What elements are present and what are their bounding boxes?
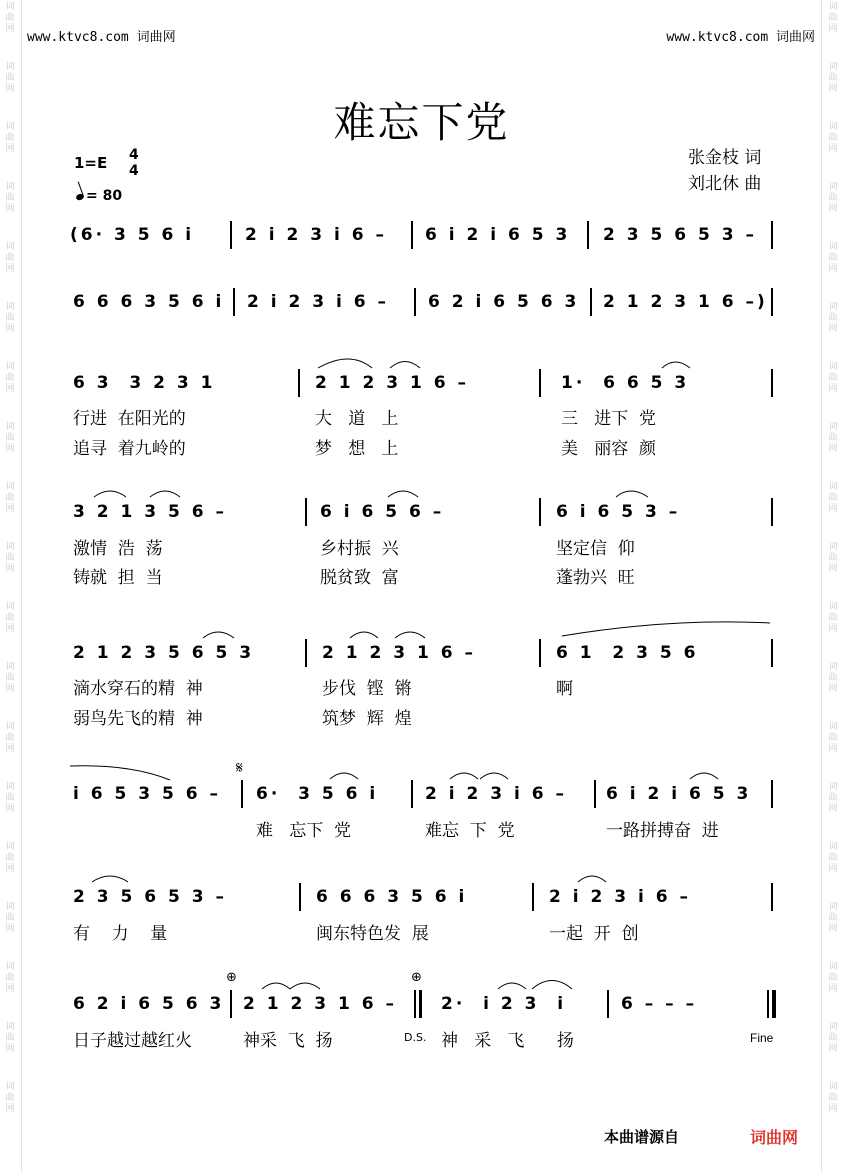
- notation-row-3: [0, 373, 843, 401]
- lyric-line: 大 道 上: [315, 409, 399, 429]
- notation-row-7: [0, 887, 843, 915]
- slur: [388, 491, 418, 497]
- watermark-text: 词 曲 网: [828, 122, 838, 154]
- slur: [92, 876, 128, 882]
- measure: 6 6 6 3 5 6 i: [316, 887, 468, 907]
- watermark-text: 词 曲 网: [5, 542, 15, 574]
- barline: [590, 288, 592, 316]
- slur: [562, 622, 770, 636]
- ds-marking: D.S.: [404, 1031, 427, 1044]
- slur: [350, 632, 378, 638]
- quarter-note-icon: [75, 193, 85, 201]
- barline: [539, 639, 541, 667]
- lyrics-row-3-verse-1: [0, 674, 843, 699]
- credits: [688, 145, 761, 197]
- barline: [771, 369, 773, 397]
- barline: [305, 498, 307, 526]
- measure: 2 i 2 3 i 6 –: [425, 784, 567, 804]
- barline: [241, 780, 243, 808]
- slur: [690, 773, 718, 779]
- watermark-text: 词 曲 网: [5, 62, 15, 94]
- watermark-text: 词 曲 网: [828, 1022, 838, 1054]
- watermark-text: 词 曲 网: [5, 842, 15, 874]
- watermark-text: 词 曲 网: [5, 242, 15, 274]
- lyric-line: 一起 开 创: [549, 924, 639, 944]
- final-barline-thick: [772, 990, 776, 1018]
- watermark-text: 词 曲 网: [5, 782, 15, 814]
- slur: [616, 491, 648, 497]
- slur: [94, 491, 126, 497]
- barline: [532, 883, 534, 911]
- repeat-barline-thick: [419, 990, 422, 1018]
- measure: 6· 3 5 6 i: [256, 784, 379, 804]
- barline: [594, 780, 596, 808]
- fine-marking: Fine: [750, 1031, 774, 1045]
- source-label: 本曲谱源自: [604, 1128, 680, 1146]
- barline: [539, 498, 541, 526]
- watermark-text: 词 曲 网: [828, 902, 838, 934]
- watermark-text: 词 曲 网: [828, 1082, 838, 1114]
- lyrics-row-4: [0, 816, 843, 841]
- lyric-line: 难忘 下 党: [425, 821, 515, 841]
- watermark-text: 词 曲 网: [828, 422, 838, 454]
- watermark-text: 词 曲 网: [5, 362, 15, 394]
- repeat-barline: [414, 990, 416, 1018]
- watermark-text: 词 曲 网: [5, 962, 15, 994]
- watermark-text: 词 曲 网: [828, 842, 838, 874]
- measure: 3 2 1 3 5 6 –: [73, 502, 227, 522]
- watermark-text: 词 曲 网: [828, 662, 838, 694]
- slur: [203, 632, 234, 638]
- measure: 2 1 2 3 5 6 5 3: [73, 643, 255, 663]
- slur: [70, 766, 170, 780]
- slur: [662, 362, 690, 368]
- slur: [262, 983, 290, 989]
- measure: 2 1 2 3 1 6 –: [243, 994, 397, 1014]
- lyricist: 张金枝 词: [688, 148, 762, 168]
- composer: 刘北休 曲: [688, 174, 762, 194]
- lyric-line: 激情 浩 荡: [73, 539, 163, 559]
- barline: [414, 288, 416, 316]
- lyric-line: 美 丽容 颜: [561, 439, 657, 459]
- final-barline: [767, 990, 769, 1018]
- barline: [299, 883, 301, 911]
- lyric-line: 日子越过越红火: [73, 1031, 192, 1051]
- lyric-line: 步伐 铿 锵: [322, 679, 412, 699]
- segno-sign: 𝄋: [236, 758, 243, 777]
- measure: 6 i 6 5 6 –: [320, 502, 445, 522]
- lyric-line: 蓬勃兴 旺: [556, 568, 635, 588]
- slur: [498, 983, 526, 989]
- coda-sign: ⊕: [226, 970, 237, 985]
- measure: 2 i 2 3 i 6 –: [549, 887, 691, 907]
- key-signature: 1=E: [74, 154, 108, 172]
- lyrics-row-1-verse-1: [0, 404, 843, 429]
- slur: [390, 362, 420, 369]
- lyric-line: 铸就 担 当: [73, 568, 163, 588]
- watermark-text: 词 曲 网: [828, 302, 838, 334]
- lyric-line: 神 采 飞 扬: [441, 1031, 574, 1051]
- lyric-line: 弱鸟先飞的精 神: [73, 709, 203, 729]
- slur: [480, 773, 508, 779]
- watermark-text: 词 曲 网: [828, 782, 838, 814]
- barline: [411, 221, 413, 249]
- barline: [411, 780, 413, 808]
- site-label-left[interactable]: www.ktvc8.com 词曲网: [27, 30, 176, 45]
- lyric-line: 乡村振 兴: [320, 539, 399, 559]
- watermark-text: 词 曲 网: [5, 722, 15, 754]
- lyric-line: 行进 在阳光的: [73, 409, 186, 429]
- slur: [318, 359, 372, 368]
- lyric-line: 神采 飞 扬: [243, 1031, 333, 1051]
- lyric-line: 难 忘下 党: [256, 821, 352, 841]
- watermark-text: 词 曲 网: [5, 1082, 15, 1114]
- coda-sign: ⊕: [411, 970, 422, 985]
- watermark-text: 词 曲 网: [5, 182, 15, 214]
- watermark-text: 词 曲 网: [828, 722, 838, 754]
- watermark-text: 词 曲 网: [5, 482, 15, 514]
- measure: 1· 6 6 5 3: [561, 373, 690, 393]
- lyric-line: 闽东特色发 展: [316, 924, 429, 944]
- tempo-value: = 80: [86, 188, 123, 204]
- watermark-text: 词 曲 网: [828, 602, 838, 634]
- notation-row-2: [0, 292, 843, 320]
- measure: (6· 3 5 6 i: [70, 225, 195, 245]
- lyric-line: 有 力 量: [73, 924, 168, 944]
- measure: 2 i 2 3 i 6 –: [245, 225, 387, 245]
- lyric-line: 三 进下 党: [561, 409, 657, 429]
- watermark-text: 词 曲 网: [828, 242, 838, 274]
- lyrics-row-2-verse-2: [0, 563, 843, 588]
- time-signature-top: 4: [129, 147, 139, 163]
- notation-row-6: [0, 784, 843, 812]
- watermark-text: 词 曲 网: [828, 2, 838, 34]
- notation-row-8: [0, 994, 843, 1022]
- barline: [771, 780, 773, 808]
- slur: [330, 773, 358, 779]
- measure: 6 2 i 6 5 6 3: [428, 292, 580, 312]
- slur: [290, 983, 320, 989]
- lyric-line: 追寻 着九岭的: [73, 439, 186, 459]
- notation-row-1: [0, 225, 843, 253]
- measure: 2 1 2 3 1 6 –: [315, 373, 469, 393]
- slur: [150, 491, 180, 497]
- lyric-line: 滴水穿石的精 神: [73, 679, 203, 699]
- watermark-text: 词 曲 网: [5, 122, 15, 154]
- barline: [771, 288, 773, 316]
- measure: 6 2 i 6 5 6 3: [73, 994, 225, 1014]
- barline: [587, 221, 589, 249]
- measure: 6 1 2 3 5 6: [556, 643, 699, 663]
- watermark-text: 词 曲 网: [5, 422, 15, 454]
- barline: [607, 990, 609, 1018]
- watermark-text: 词 曲 网: [828, 182, 838, 214]
- notation-row-4: [0, 502, 843, 530]
- lyric-line: 一路拼搏奋 进: [606, 821, 719, 841]
- barline: [771, 639, 773, 667]
- watermark-text: 词 曲 网: [5, 1022, 15, 1054]
- watermark-text: 词 曲 网: [828, 542, 838, 574]
- measure: 2 3 5 6 5 3 –: [603, 225, 757, 245]
- watermark-text: 词 曲 网: [828, 962, 838, 994]
- watermark-text: 词 曲 网: [5, 602, 15, 634]
- time-signature: [129, 147, 139, 179]
- watermark-text: 词 曲 网: [5, 902, 15, 934]
- lyric-line: 筑梦 辉 煌: [322, 709, 412, 729]
- measure: 2 3 5 6 5 3 –: [73, 887, 227, 907]
- watermark-text: 词 曲 网: [5, 2, 15, 34]
- barline: [230, 221, 232, 249]
- measure: 6 i 2 i 6 5 3: [606, 784, 752, 804]
- barline: [771, 221, 773, 249]
- lyric-line: 啊: [556, 679, 573, 699]
- slur: [532, 981, 572, 990]
- barline: [233, 288, 235, 316]
- lyrics-row-3-verse-2: [0, 704, 843, 729]
- watermark-text: 词 曲 网: [828, 62, 838, 94]
- tempo-marking: [76, 188, 122, 204]
- barline: [539, 369, 541, 397]
- measure: i 6 5 3 5 6 –: [73, 784, 221, 804]
- lyrics-row-1-verse-2: [0, 434, 843, 459]
- measure: 6 6 6 3 5 6 i: [73, 292, 225, 312]
- barline: [305, 639, 307, 667]
- lyric-line: 坚定信 仰: [556, 539, 635, 559]
- site-label-right[interactable]: www.ktvc8.com 词曲网: [666, 30, 815, 45]
- measure: 6 i 6 5 3 –: [556, 502, 681, 522]
- measure: 2· i 2 3 i: [441, 994, 567, 1014]
- barline: [298, 369, 300, 397]
- lyric-line: 脱贫致 富: [320, 568, 399, 588]
- notation-row-5: [0, 643, 843, 671]
- watermark-text: 词 曲 网: [5, 662, 15, 694]
- slur: [450, 773, 478, 779]
- time-signature-bottom: 4: [129, 163, 139, 179]
- song-title: 难忘下党: [333, 98, 510, 147]
- measure: 6 – – –: [621, 994, 698, 1014]
- barline: [771, 883, 773, 911]
- watermark-text: 词 曲 网: [828, 362, 838, 394]
- watermark-text: 词 曲 网: [828, 482, 838, 514]
- measure: 2 1 2 3 1 6 –: [322, 643, 476, 663]
- slur: [578, 876, 606, 882]
- measure: 6 i 2 i 6 5 3: [425, 225, 571, 245]
- lyric-line: 梦 想 上: [315, 439, 399, 459]
- slur: [395, 632, 425, 638]
- lyrics-row-5: [0, 919, 843, 944]
- barline: [771, 498, 773, 526]
- barline: [230, 990, 232, 1018]
- source-site-link[interactable]: 词曲网: [750, 1128, 799, 1147]
- watermark-text: 词 曲 网: [5, 302, 15, 334]
- measure: 2 1 2 3 1 6 –): [603, 292, 768, 312]
- measure: 2 i 2 3 i 6 –: [247, 292, 389, 312]
- measure: 6 3 3 2 3 1: [73, 373, 216, 393]
